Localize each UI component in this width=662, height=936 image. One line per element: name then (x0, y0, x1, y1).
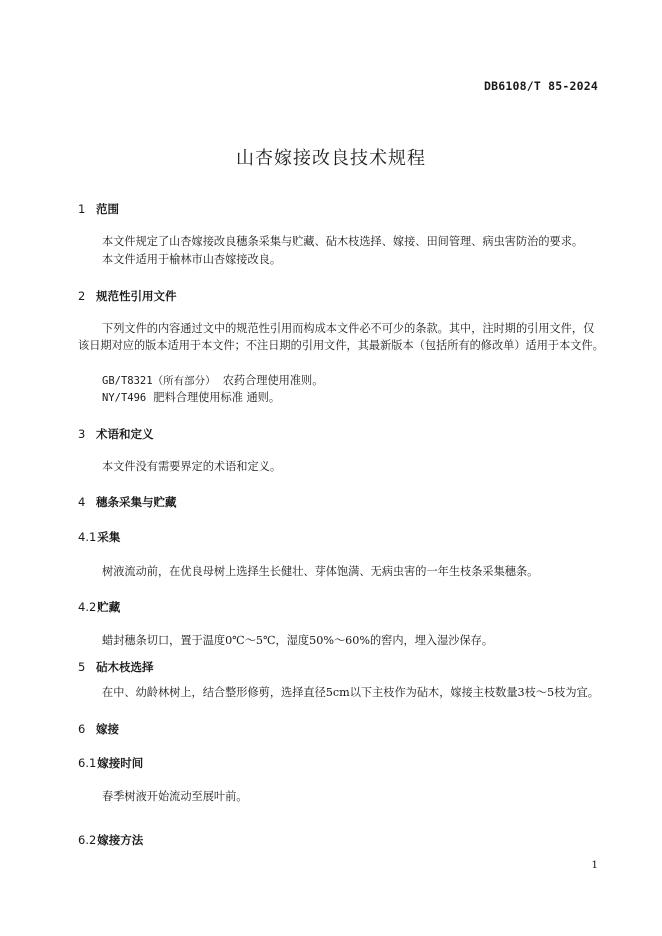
section-number: 2 (78, 289, 86, 303)
normative-reference-item (102, 372, 323, 390)
subsection-number: 4.2 (78, 600, 97, 614)
section-3-heading (78, 426, 154, 442)
paragraph: 本文件没有需要界定的术语和定义。 (102, 460, 282, 473)
section-1-heading (78, 201, 119, 217)
paragraph: 本文件适用于榆林市山杏嫁接改良。 (102, 253, 282, 266)
section-number: 5 (78, 660, 86, 674)
standard-number: DB6108/T 85-2024 (484, 79, 598, 93)
subsection-number: 6.1 (78, 756, 97, 770)
subsection-4-1-heading (78, 529, 120, 545)
reference-code: NY/T496 (102, 392, 147, 404)
section-number: 1 (78, 202, 86, 216)
reference-title: 农药合理使用准则。 (222, 374, 324, 387)
reference-code: GB/T8321（所有部分） (102, 375, 216, 387)
subsection-number: 4.1 (78, 530, 97, 544)
section-4-heading (78, 494, 177, 510)
section-title: 规范性引用文件 (96, 289, 177, 303)
normative-reference-item (102, 389, 280, 407)
section-number: 4 (78, 495, 86, 509)
reference-title: 肥料合理使用标准 通则。 (153, 391, 281, 404)
section-6-heading (78, 721, 119, 737)
subsection-6-1-heading (78, 755, 143, 771)
subsection-4-2-heading (78, 599, 120, 615)
paragraph: 春季树液开始流动至展叶前。 (102, 790, 248, 803)
subsection-number: 6.2 (78, 833, 97, 847)
paragraph: 本文件规定了山杏嫁接改良穗条采集与贮藏、砧木枝选择、嫁接、田间管理、病虫害防治的要求。 (102, 235, 584, 248)
paragraph: 在中、幼龄林树上，结合整形修剪，选择直径5cm以下主枝作为砧木，嫁接主枝数量3枝～5枝为宜。 (102, 686, 599, 699)
section-title: 术语和定义 (96, 427, 154, 441)
subsection-title: 嫁接方法 (97, 833, 144, 847)
section-number: 6 (78, 722, 86, 736)
paragraph: 树液流动前，在优良母树上选择生长健壮、芽体饱满、无病虫害的一年生枝条采集穗条。 (102, 565, 539, 578)
subsection-title: 嫁接时间 (97, 756, 144, 770)
subsection-title: 贮藏 (97, 600, 121, 614)
section-5-heading (78, 659, 154, 675)
section-title: 范围 (96, 202, 119, 216)
subsection-title: 采集 (97, 530, 121, 544)
paragraph: 下列文件的内容通过文中的规范性引用而构成本文件必不可少的条款。其中，注时期的引用文件，仅该日期对应的版本适用于本文件；不注日期的引用文件，其最新版本（包括所有的修改单）适用于本文件。 (78, 322, 604, 352)
paragraph: 蜡封穗条切口，置于温度0℃～5℃，湿度50%～60%的窖内，埋入湿沙保存。 (102, 634, 494, 647)
section-title: 嫁接 (96, 722, 119, 736)
document-title: 山杏嫁接改良技术规程 (236, 148, 426, 169)
page-number: 1 (591, 859, 598, 871)
section-number: 3 (78, 427, 86, 441)
section-title: 穗条采集与贮藏 (96, 495, 177, 509)
subsection-6-2-heading (78, 832, 143, 848)
section-title: 砧木枝选择 (96, 660, 154, 674)
section-2-heading (78, 288, 177, 304)
